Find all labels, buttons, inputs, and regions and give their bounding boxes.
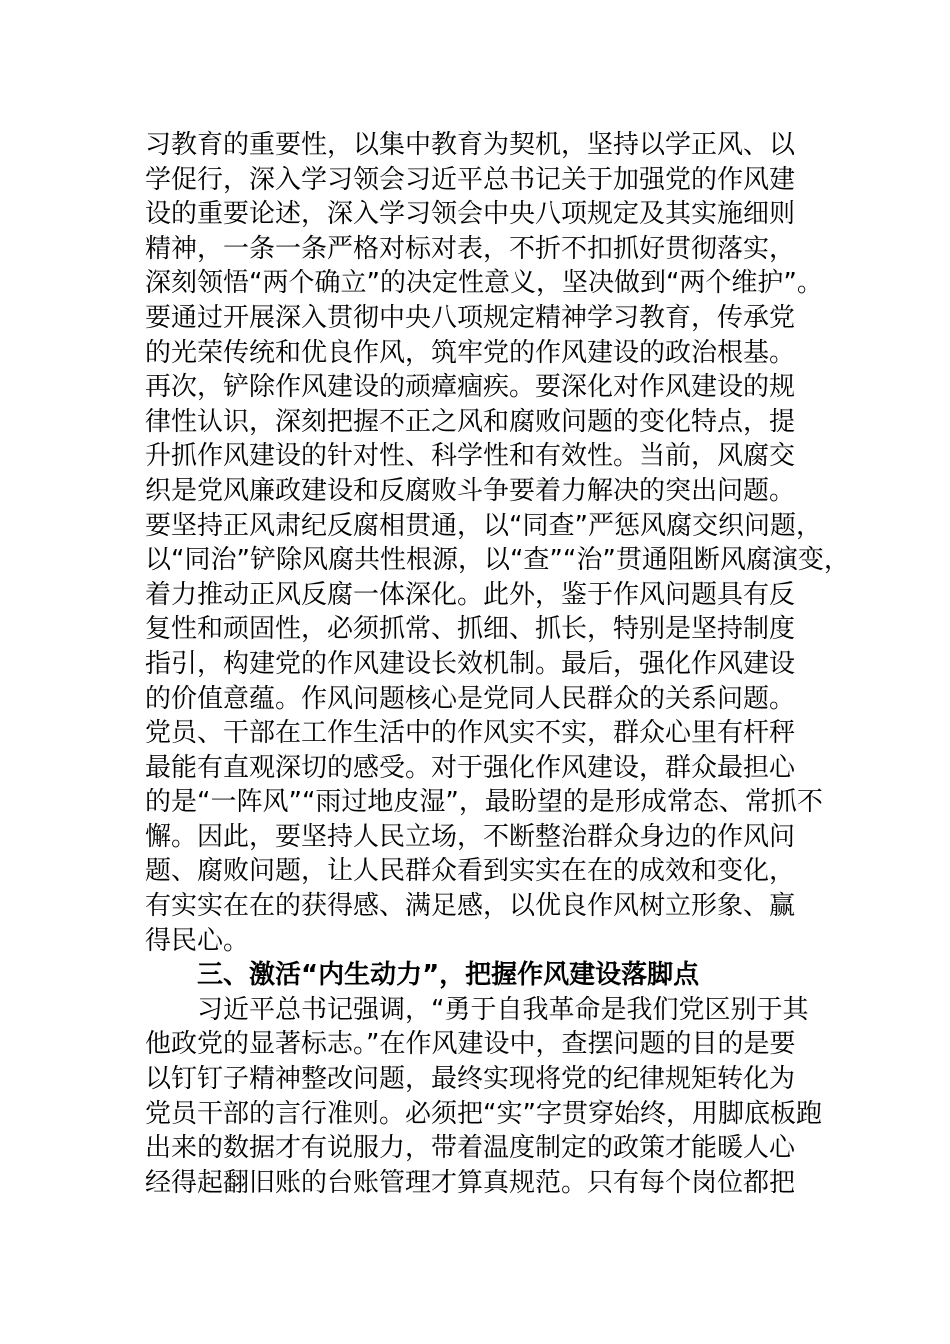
text-line: 织是党风廉政建设和反腐败斗争要着力解决的突出问题。 [145, 475, 796, 506]
text-line: 律性认识，深刻把握不正之风和腐败问题的变化特点，提 [145, 406, 796, 437]
text-line: 复性和顽固性，必须抓常、抓细、抓长，特别是坚持制度 [145, 614, 796, 645]
text-line: 深刻领悟“两个确立”的决定性意义，坚决做到“两个维护”。 [145, 268, 823, 299]
text-line: 指引，构建党的作风建设长效机制。最后，强化作风建设 [145, 648, 796, 679]
text-line: 经得起翻旧账的台账管理才算真规范。只有每个岗位都把 [145, 1167, 796, 1198]
text-line: 他政党的显著标志。”在作风建设中，查摆问题的目的是要 [145, 1029, 796, 1060]
text-line: 得民心。 [145, 925, 250, 956]
text-line: 精神，一条一条严格对标对表，不折不扣抓好贯彻落实， [145, 233, 796, 264]
text-line: 懈。因此，要坚持人民立场，不断整治群众身边的作风问 [145, 821, 796, 852]
text-line: 的价值意蕴。作风问题核心是党同人民群众的关系问题。 [145, 683, 796, 714]
text-line: 习近平总书记强调，“勇于自我革命是我们党区别于其 [197, 994, 809, 1025]
text-line: 要通过开展深入贯彻中央八项规定精神学习教育，传承党 [145, 302, 796, 333]
body-text [145, 128, 850, 1200]
text-line: 设的重要论述，深入学习领会中央八项规定及其实施细则 [145, 199, 796, 230]
text-line: 学促行，深入学习领会习近平总书记关于加强党的作风建 [145, 164, 796, 195]
text-line: 的是“一阵风”“雨过地皮湿”，最盼望的是形成常态、常抓不 [145, 787, 823, 818]
text-line: 最能有直观深切的感受。对于强化作风建设，群众最担心 [145, 752, 796, 783]
text-line: 党员干部的言行准则。必须把“实”字贯穿始终，用脚底板跑 [145, 1098, 822, 1129]
text-line: 题、腐败问题，让人民群众看到实实在在的成效和变化， [145, 856, 796, 887]
text-line: 以“同治”铲除风腐共性根源，以“查”“治”贯通阻断风腐演变， [145, 545, 850, 576]
text-line: 习教育的重要性，以集中教育为契机，坚持以学正风、以 [145, 130, 796, 160]
text-line: 再次，铲除作风建设的顽瘴痼疾。要深化对作风建设的规 [145, 372, 796, 403]
text-line: 以钉钉子精神整改问题，最终实现将党的纪律规矩转化为 [145, 1064, 796, 1095]
text-line: 出来的数据才有说服力，带着温度制定的政策才能暖人心 [145, 1133, 796, 1164]
text-line: 要坚持正风肃纪反腐相贯通，以“同查”严惩风腐交织问题， [145, 510, 822, 541]
text-line: 有实实在在的获得感、满足感，以优良作风树立形象、赢 [145, 891, 796, 922]
section-heading: 三、激活“内生动力”，把握作风建设落脚点 [197, 960, 700, 991]
text-line: 党员、干部在工作生活中的作风实不实，群众心里有杆秤 [145, 718, 796, 749]
text-line: 升抓作风建设的针对性、科学性和有效性。当前，风腐交 [145, 441, 796, 472]
text-line: 的光荣传统和优良作风，筑牢党的作风建设的政治根基。 [145, 337, 796, 368]
text-line: 着力推动正风反腐一体深化。此外，鉴于作风问题具有反 [145, 579, 796, 610]
